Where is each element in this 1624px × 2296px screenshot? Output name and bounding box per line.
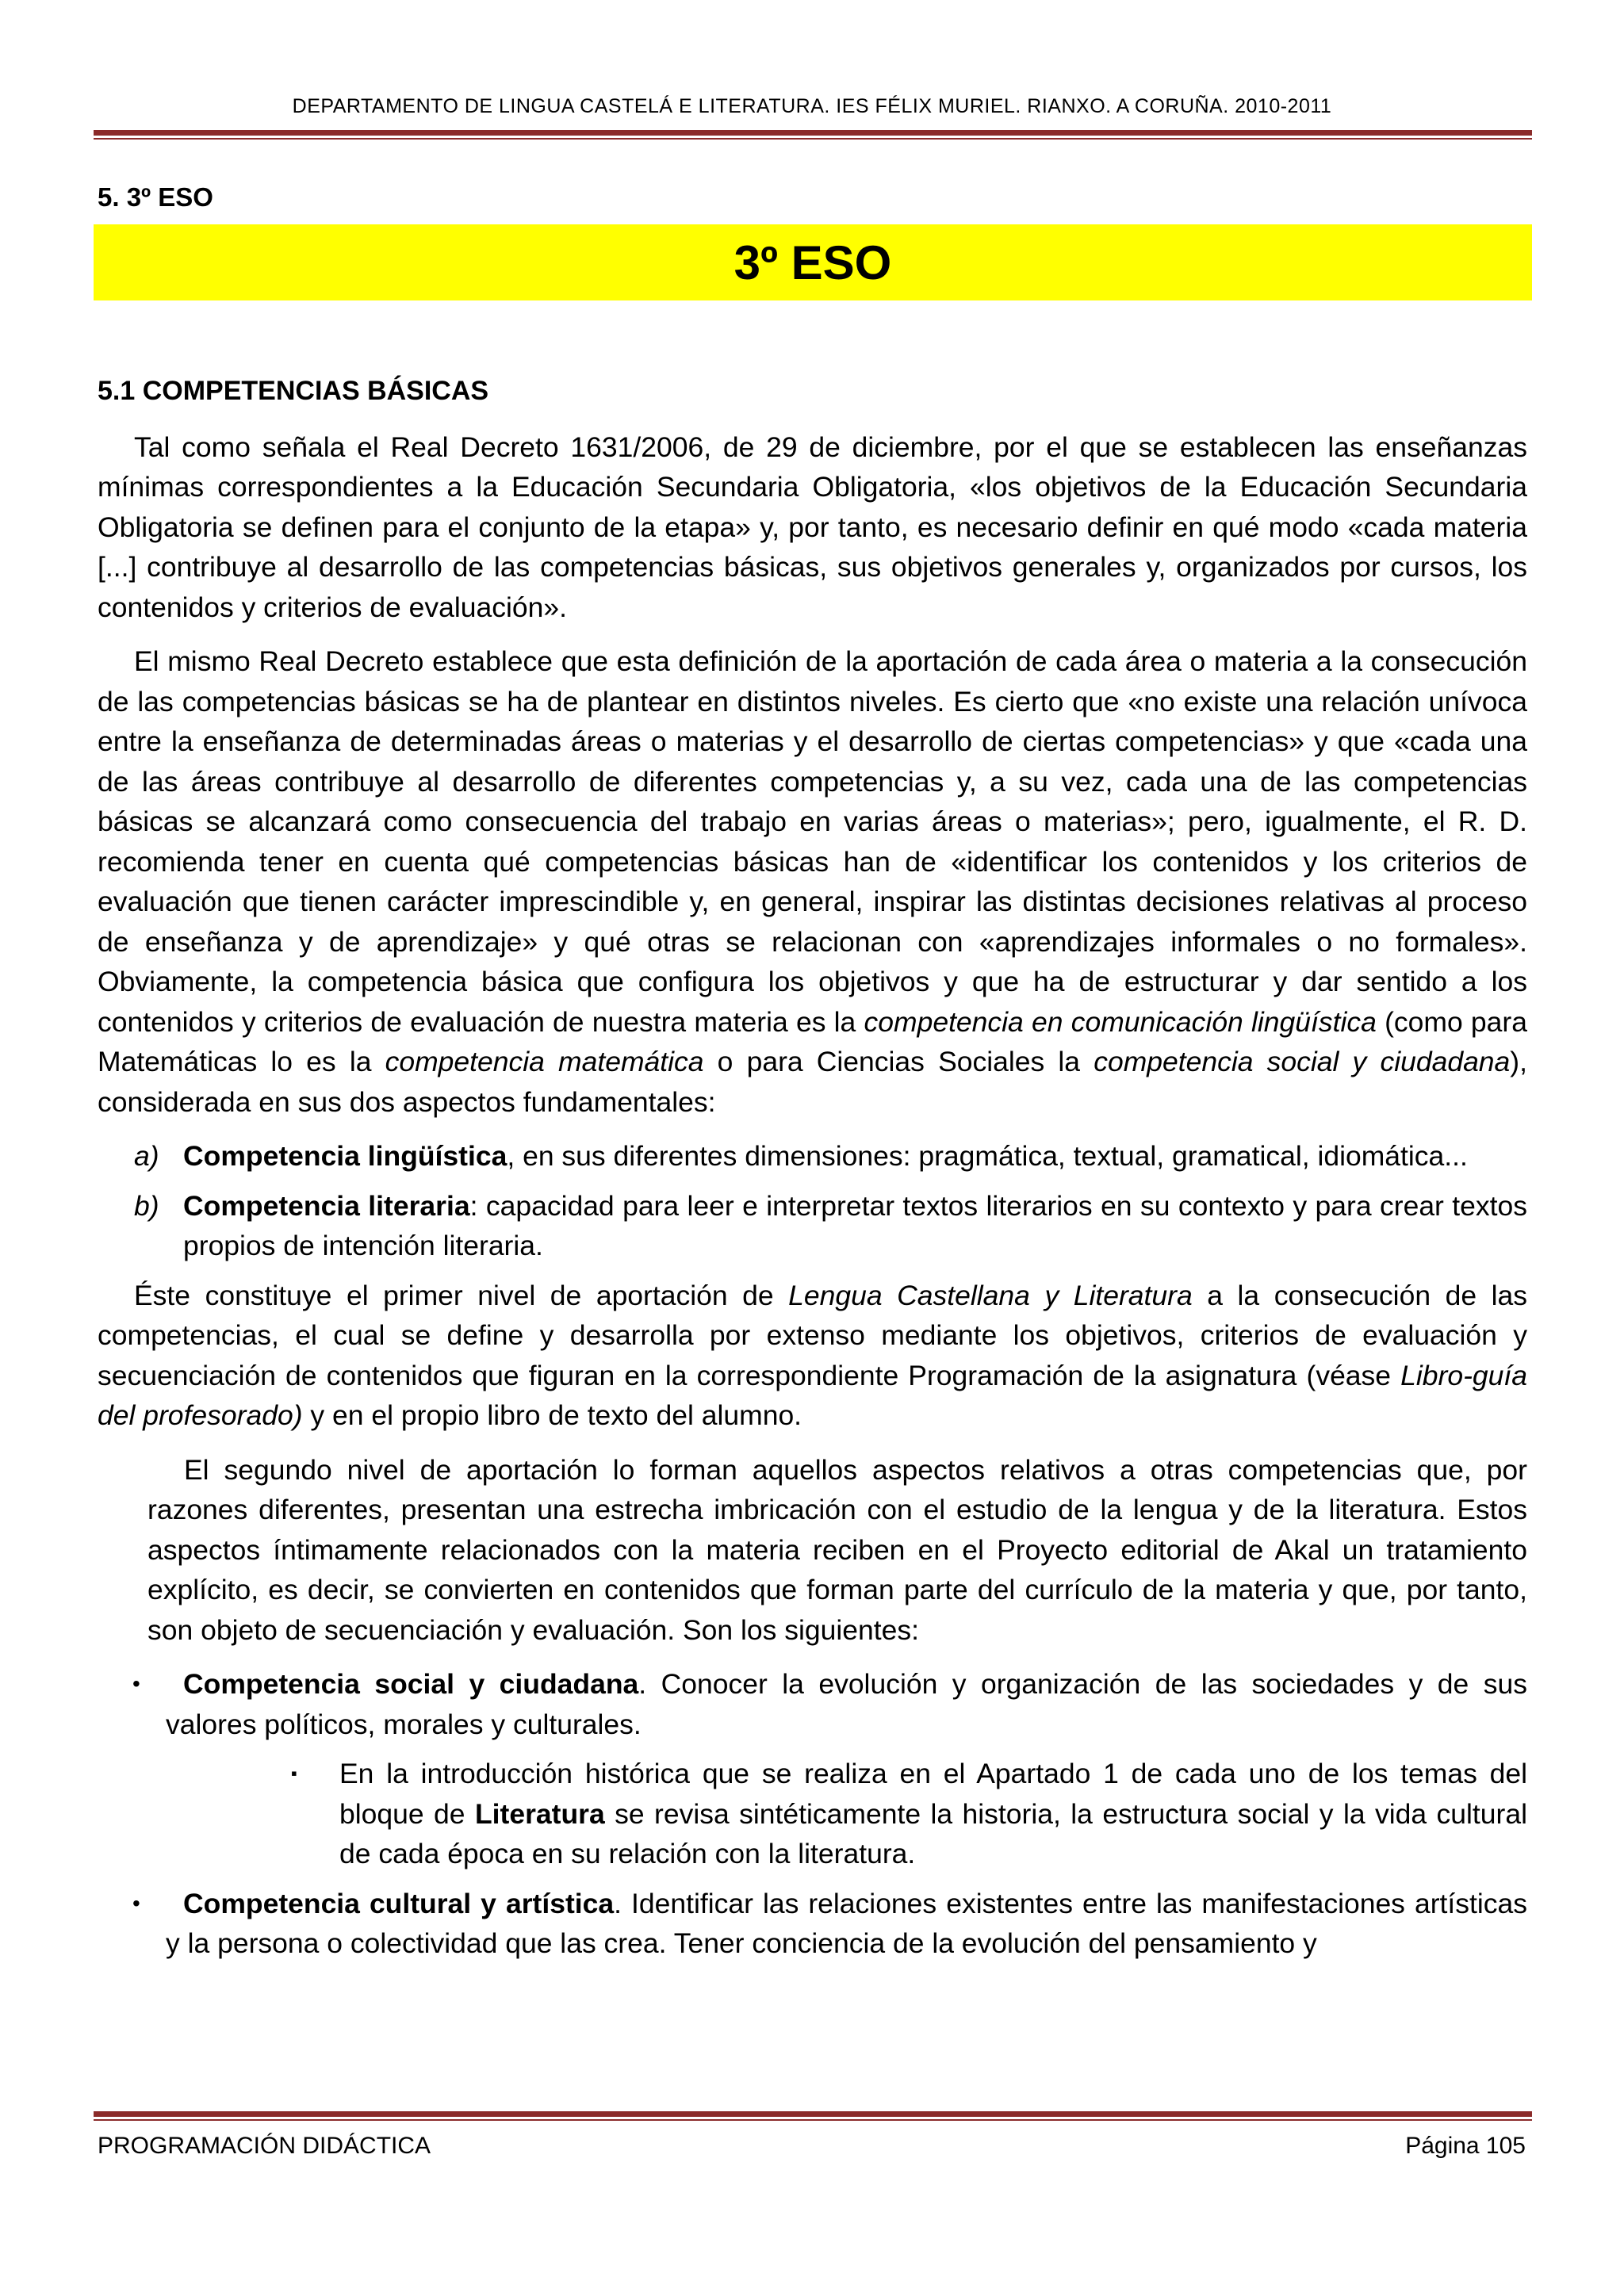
sub-bullet-term: Literatura bbox=[474, 1797, 605, 1830]
paragraph-3-text-a: Éste constituye el primer nivel de aportación de bbox=[134, 1279, 789, 1311]
bullet-text: . Conocer la evolución y organización de las sociedades y de sus valores políticos, morales y culturales. bbox=[166, 1668, 1528, 1740]
paragraph-3-text-c: y en el propio libro de texto del alumno. bbox=[302, 1399, 802, 1431]
footer-rule-thin bbox=[94, 2119, 1532, 2121]
paragraph-3 bbox=[98, 1276, 1527, 1436]
paragraph-2-text-a: El mismo Real Decreto establece que esta definición de la aportación de cada área o materia a la consecución de las competencias básicas se ha de plantear en distintos niveles. Es cierto que «no existe una relación unívoca entre la enseñanza de determinadas áreas o materias y el desarrollo de ciertas competencias» y que «cada una de las áreas contribuye al desarrollo de diferentes competencias y, a su vez, cada una de las competencias básicas se alcanzará como consecuencia del trabajo en varias áreas o materias»; pero, igualmente, el R. D. recomienda tener en cuenta qué competencias básicas han de «identificar los contenidos y los criterios de evaluación que tienen carácter imprescindible y, en general, inspirar las distintas decisiones relativas al proceso de enseñanza y de aprendizaje» y qué otras se relacionan con «aprendizajes informales o no formales». Obviamente, la competencia básica que configura los objetivos y que ha de estructurar y dar sentido a los contenidos y criterios de evaluación de nuestra materia es la bbox=[98, 645, 1527, 1038]
bullet-text: . Identificar las relaciones existentes entre las manifestaciones artísticas y la persona o colectividad que las crea. Tener conciencia de la evolución del pensamiento y bbox=[166, 1887, 1527, 1959]
paragraph-2-emphasis-3: competencia social y ciudadana bbox=[1094, 1046, 1511, 1077]
paragraph-4: El segundo nivel de aportación lo forman aquellos aspectos relativos a otras competencias que, por razones diferentes, presentan una estrecha imbricación con el estudio de la lengua y de la literatura. Estos aspectos íntimamente relacionados con la materia reciben en el Proyecto editorial de Akal un tratamiento explícito, es decir, se convierten en contenidos que forman parte del currículo de la materia y que, por tanto, son objeto de secuenciación y evaluación. Son los siguientes: bbox=[147, 1453, 1527, 1646]
list-item-text: , en sus diferentes dimensiones: pragmática, textual, gramatical, idiomática... bbox=[507, 1140, 1468, 1172]
list-marker: b) bbox=[134, 1189, 159, 1222]
header-rule-thin bbox=[94, 138, 1532, 140]
list-item-b bbox=[98, 1186, 1527, 1266]
main-content bbox=[98, 371, 1527, 1973]
paragraph-2-text-c: o para Ciencias Sociales la bbox=[703, 1046, 1094, 1077]
bullet-term: Competencia cultural y artística bbox=[183, 1887, 615, 1919]
list-item-text: : capacidad para leer e interpretar textos literarios en su contexto y para crear textos propios de intención literaria. bbox=[183, 1189, 1527, 1261]
banner-title: 3º ESO bbox=[733, 235, 892, 289]
bullet-term: Competencia social y ciudadana bbox=[183, 1668, 639, 1700]
footer-rule-thick bbox=[94, 2111, 1532, 2117]
footer-title: PROGRAMACIÓN DIDÁCTICA bbox=[98, 2133, 431, 2159]
square-bullet-icon: ▪ bbox=[291, 1763, 297, 1783]
section-label: 5. 3º ESO bbox=[98, 182, 213, 212]
header-rule-thick bbox=[94, 130, 1532, 136]
page-number: Página 105 bbox=[1405, 2133, 1526, 2159]
paragraph-1: Tal como señala el Real Decreto 1631/2006, de 29 de diciembre, por el que se establecen las enseñanzas mínimas correspondientes a la Educación Secundaria Obligatoria, «los objetivos de la Educación Secundaria Obligatoria se definen para el conjunto de la etapa» y, por tanto, es necesario definir en qué modo «cada materia [...] contribuye al desarrollo de las competencias básicas, sus objetivos generales y, organizados por cursos, los contenidos y criterios de evaluación». bbox=[98, 430, 1527, 623]
paragraph-3-emphasis-1: Lengua Castellana y Literatura bbox=[788, 1279, 1193, 1311]
list-item-term: Competencia literaria bbox=[183, 1189, 470, 1222]
bullet-item-social bbox=[98, 1664, 1527, 1744]
list-item-a bbox=[98, 1136, 1527, 1177]
paragraph-3-text-b: a la consecución de las competencias, el cual se define y desarrolla por extenso mediante los objetivos, criterios de evaluación y secuenciación de contenidos que figuran en la correspondiente Programación de la asignatura (véase bbox=[98, 1279, 1528, 1391]
paragraph-2 bbox=[98, 641, 1527, 1122]
subsection-heading: 5.1 COMPETENCIAS BÁSICAS bbox=[98, 376, 489, 406]
sub-bullet-text-a: En la introducción histórica que se realiza en el Apartado 1 de cada uno de los temas del bloque de bbox=[339, 1758, 1527, 1830]
header-rule bbox=[94, 130, 1532, 140]
paragraph-2-text-d: ), considerada en sus dos aspectos fundamentales: bbox=[98, 1046, 1527, 1118]
paragraph-2-text-b: (como para Matemáticas lo es la bbox=[98, 1005, 1527, 1077]
paragraph-3-emphasis-2: Libro-guía del profesorado) bbox=[98, 1359, 1527, 1431]
sub-bullet-text-b: se revisa sintéticamente la historia, la estructura social y la vida cultural de cada época en su relación con la literatura. bbox=[339, 1797, 1527, 1869]
bullet-item-cultural bbox=[98, 1884, 1527, 1964]
bullet-icon: • bbox=[132, 1890, 140, 1915]
course-banner bbox=[94, 224, 1532, 300]
bullet-icon: • bbox=[132, 1671, 140, 1696]
list-marker: a) bbox=[134, 1140, 159, 1172]
list-item-term: Competencia lingüística bbox=[183, 1140, 508, 1172]
paragraph-2-emphasis-1: competencia en comunicación lingüística bbox=[864, 1005, 1377, 1038]
sub-bullet-item bbox=[98, 1754, 1527, 1874]
paragraph-2-emphasis-2: competencia matemática bbox=[385, 1046, 704, 1077]
footer-rule bbox=[94, 2111, 1532, 2121]
page-header: DEPARTAMENTO DE LINGUA CASTELÁ E LITERATURA. IES FÉLIX MURIEL. RIANXO. A CORUÑA. 2010-2011 bbox=[292, 95, 1332, 117]
